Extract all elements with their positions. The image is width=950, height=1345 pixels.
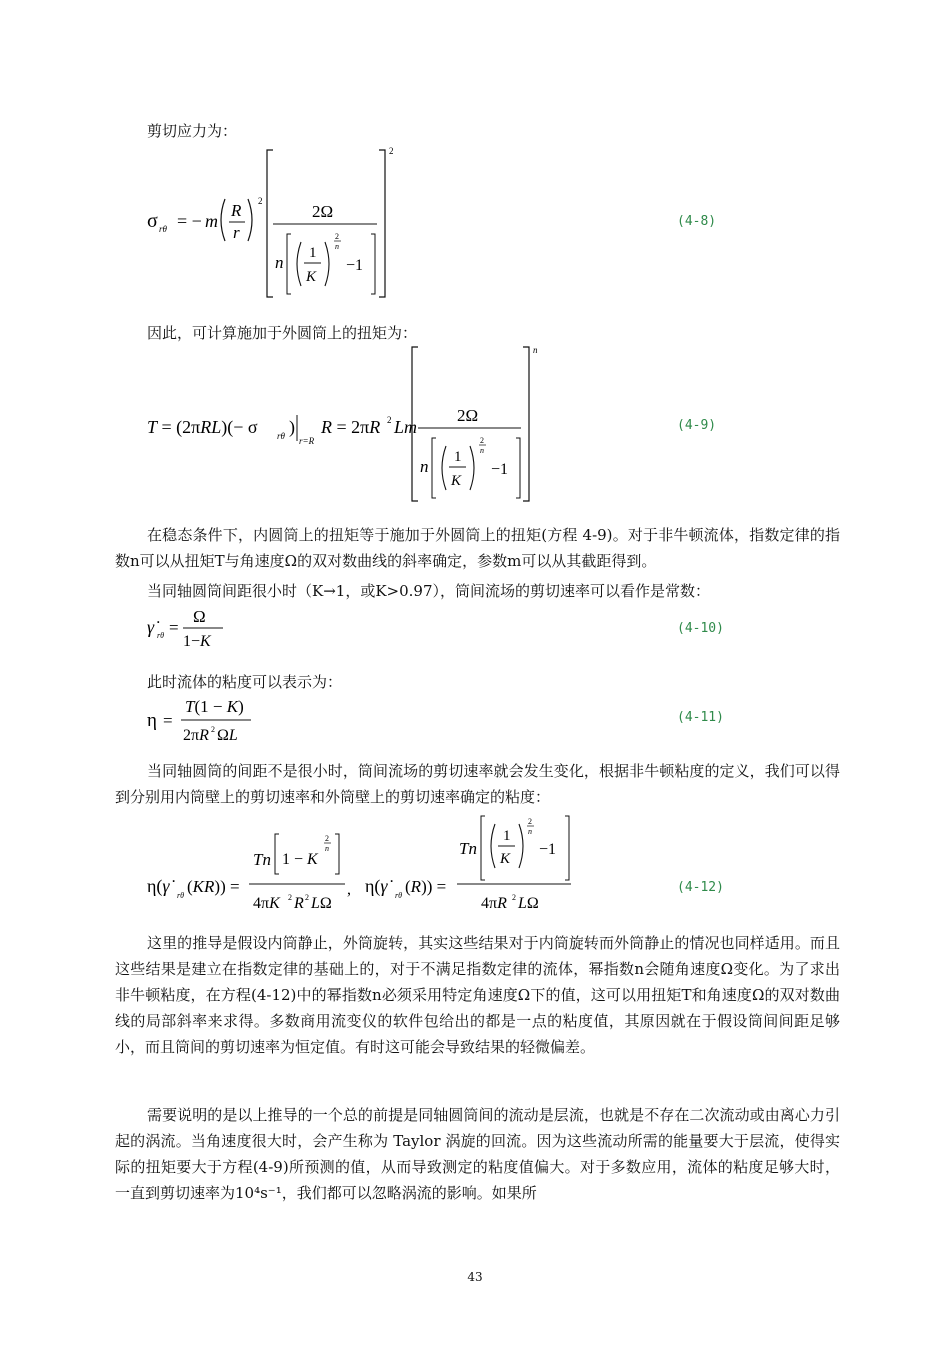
svg-text:n: n — [275, 253, 284, 272]
svg-text:,: , — [347, 881, 351, 898]
svg-text:1: 1 — [503, 828, 511, 844]
svg-text:n: n — [528, 827, 532, 836]
svg-text:=: = — [169, 618, 179, 637]
svg-text:1 − K: 1 − K — [282, 851, 318, 868]
svg-text:n: n — [533, 345, 538, 355]
svg-text:−1: −1 — [539, 841, 557, 858]
equation-4-10 — [145, 601, 265, 656]
svg-text:2: 2 — [528, 817, 532, 826]
svg-text:(KR)) =: (KR)) = — [187, 877, 240, 896]
svg-text:Tn: Tn — [253, 850, 271, 869]
equation-4-9 — [145, 343, 545, 510]
viscosity-intro-line: 此时流体的粘度可以表示为： — [147, 673, 343, 691]
svg-text:LΩ: LΩ — [518, 895, 539, 912]
svg-text:rθ: rθ — [277, 431, 285, 441]
paragraph-laminar-flow — [115, 1102, 840, 1206]
svg-text:η(γ̇: η(γ̇ — [365, 876, 388, 896]
svg-text:(R)) =: (R)) = — [405, 877, 447, 896]
svg-text:1−K: 1−K — [183, 633, 211, 650]
paragraph-text: 这里的推导是假设内筒静止，外筒旋转，其实这些结果对于内筒旋转而外筒静止的情况也同样适用。而且这些结果是建立在指数定律的基础上的，对于不满足指数定律的流体，幂指数n会随角速度Ω变化。为了求出非牛顿粘度，在方程(4-12)中的幂指数n必须采用特定角速度Ω下的值，这可以用扭矩T和角速度Ω的双对数曲线的局部斜率来求得。多数商用流变仪的软件包给出的都是一点的粘度值，其原因就在于假设筒间间距足够小，而且筒间的剪切速率为恒定值。有时这可能会导致结果的轻微偏差。 — [115, 934, 840, 1056]
equation-4-12 — [145, 812, 585, 921]
svg-text:2Ω: 2Ω — [312, 202, 334, 221]
svg-text:K: K — [451, 473, 462, 489]
svg-text:2: 2 — [335, 232, 339, 241]
svg-text:2: 2 — [512, 893, 516, 902]
svg-text:2: 2 — [480, 436, 484, 445]
svg-text:2: 2 — [387, 415, 392, 425]
stress-intro-line: 剪切应力为： — [147, 122, 238, 140]
svg-text:T(1 − K): T(1 − K) — [185, 697, 244, 716]
page-number: 43 — [467, 1270, 483, 1284]
svg-text:2: 2 — [258, 196, 263, 206]
svg-text:r=R: r=R — [299, 436, 315, 446]
svg-text:LΩ: LΩ — [311, 895, 332, 912]
equation-number-4-11: (4-11) — [677, 710, 724, 725]
svg-text:): ) — [289, 417, 295, 437]
svg-text:−1: −1 — [491, 461, 509, 478]
svg-text:σ: σ — [147, 210, 158, 232]
paragraph-large-gap — [115, 758, 840, 810]
svg-text:rθ: rθ — [157, 631, 165, 640]
svg-text:ΩL: ΩL — [217, 727, 238, 744]
svg-text:1: 1 — [454, 449, 462, 465]
svg-text:=: = — [163, 711, 173, 730]
svg-text:n: n — [420, 457, 429, 476]
paragraph-derivation-assumptions — [115, 930, 840, 1060]
svg-text:2: 2 — [211, 725, 215, 734]
paragraph-text: 当同轴圆筒的间距不是很小时，筒间流场的剪切速率就会发生变化，根据非牛顿粘度的定义，我们可以得到分别用内筒壁上的剪切速率和外筒壁上的剪切速率确定的粘度： — [115, 762, 840, 806]
equation-4-11 — [145, 690, 285, 755]
paragraph-text: 在稳态条件下，内圆筒上的扭矩等于施加于外圆筒上的扭矩(方程 4-9)。对于非牛顿流体，指数定律的指数n可以从扭矩T与角速度Ω的双对数曲线的斜率确定，参数m可以从其截距得到。 — [115, 526, 840, 570]
paragraph-text: 需要说明的是以上推导的一个总的前提是同轴圆筒间的流动是层流，也就是不存在二次流动或由离心力引起的涡流。当角速度很大时，会产生称为 Taylor 涡旋的回流。因为这些流动所需的能量要大于层流，使得实际的扭矩要大于方程(4-9)所预测的值，从而导致测定的粘度值偏大。对于多数应用，流体的粘度足够大时，一直到剪切速率为10⁴s⁻¹，我们都可以忽略涡流的影响。如果所 — [115, 1106, 840, 1202]
svg-text:2Ω: 2Ω — [457, 406, 479, 425]
svg-text:n: n — [325, 844, 329, 853]
svg-text:2πR: 2πR — [183, 727, 209, 744]
svg-text:Lm: Lm — [394, 417, 418, 437]
svg-text:2: 2 — [389, 146, 394, 156]
svg-text:K: K — [306, 269, 317, 285]
svg-text:1: 1 — [309, 245, 317, 261]
svg-text:2: 2 — [325, 834, 329, 843]
svg-text:2: 2 — [305, 893, 309, 902]
svg-text:rθ: rθ — [395, 891, 403, 900]
svg-text:Tn: Tn — [459, 839, 477, 858]
svg-text:r: r — [233, 223, 240, 242]
equation-number-4-12: (4-12) — [677, 880, 724, 895]
torque-intro-line: 因此，可计算施加于外圆筒上的扭矩为： — [147, 324, 418, 342]
small-gap-line: 当同轴圆筒间距很小时（K→1，或K>0.97），筒间流场的剪切速率可以看作是常数： — [147, 582, 710, 600]
svg-text:R = 2πR: R = 2πR — [321, 417, 381, 437]
svg-text:n: n — [480, 446, 484, 455]
svg-text:m: m — [205, 211, 218, 231]
svg-text:4πR: 4πR — [481, 895, 507, 912]
equation-4-8 — [145, 142, 405, 307]
paragraph-steady-state — [115, 522, 840, 574]
svg-text:η: η — [147, 710, 157, 731]
svg-text:η(γ̇: η(γ̇ — [147, 876, 170, 896]
equation-number-4-10: (4-10) — [677, 621, 724, 636]
svg-text:4πK: 4πK — [253, 895, 280, 912]
equation-number-4-8: (4-8) — [677, 214, 717, 229]
svg-text:T = (2πRL)(− σ: T = (2πRL)(− σ — [147, 417, 258, 437]
svg-text:2: 2 — [288, 893, 292, 902]
svg-text:rθ: rθ — [177, 891, 185, 900]
svg-text:= −: = − — [177, 211, 202, 231]
svg-text:n: n — [335, 242, 339, 251]
svg-text:R: R — [294, 895, 304, 912]
svg-text:−1: −1 — [346, 257, 364, 274]
svg-text:γ̇: γ̇ — [147, 617, 155, 637]
svg-text:R: R — [231, 201, 242, 220]
equation-number-4-9: (4-9) — [677, 418, 717, 433]
svg-text:rθ: rθ — [159, 224, 167, 234]
svg-text:K: K — [500, 851, 511, 867]
svg-text:Ω: Ω — [193, 607, 206, 626]
